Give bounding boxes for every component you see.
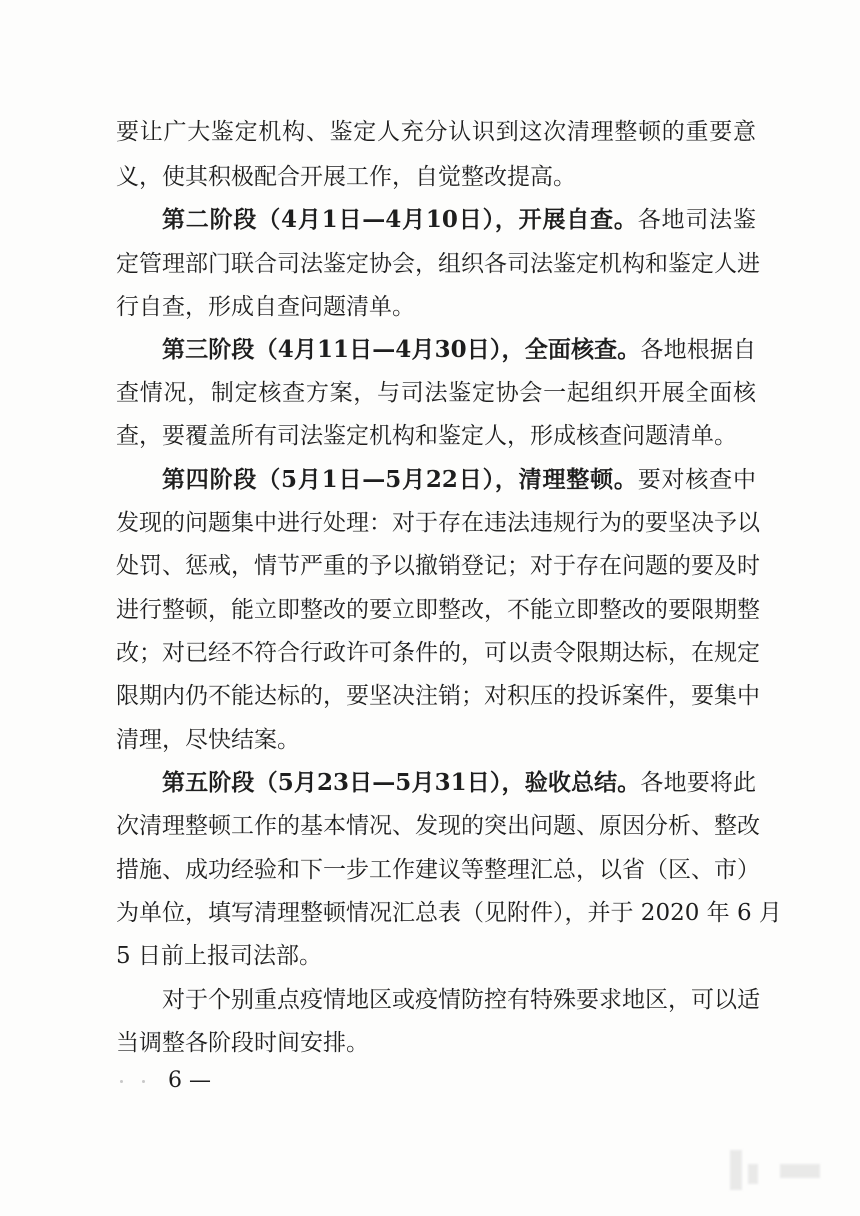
stage-4-line-6: 限期内仍不能达标的，要坚决注销；对积压的投诉案件，要集中 <box>116 683 760 709</box>
stage-5-first-line <box>162 766 756 800</box>
stage-2-heading: 第二阶段（4月1日—4月10日），开展自查。 <box>162 206 638 233</box>
stage-5-line-5: 5 日前上报司法部。 <box>116 943 322 969</box>
stage-3-heading: 第三阶段（4月11日—4月30日），全面核查。 <box>162 336 641 363</box>
blurred-watermark-mark <box>780 1164 820 1178</box>
stage-5-line-2: 次清理整顿工作的基本情况、发现的突出问题、原因分析、整改 <box>116 813 760 839</box>
stage-3-line-3: 查，要覆盖所有司法鉴定机构和鉴定人，形成核查问题清单。 <box>116 423 737 449</box>
stage-3-first-line <box>162 333 756 367</box>
stage-4-line-7: 清理，尽快结案。 <box>116 727 300 753</box>
scan-speck <box>120 1080 123 1083</box>
stage-5-first-line-rest: 各地要将此 <box>640 770 756 796</box>
stage-2-first-line-rest: 各地司法鉴 <box>637 207 756 233</box>
page-number: 6 — <box>168 1068 211 1093</box>
stage-4-heading: 第四阶段（5月1日—5月22日），清理整顿。 <box>162 466 638 493</box>
scan-speck <box>142 1080 145 1083</box>
stage-4-line-4: 进行整顿，能立即整改的要立即整改，不能立即整改的要限期整 <box>116 597 760 623</box>
blurred-watermark-mark <box>730 1150 742 1190</box>
stage-4-first-line <box>162 463 756 497</box>
stage-3-first-line-rest: 各地根据自 <box>640 337 756 363</box>
stage-4-first-line-rest: 要对核查中 <box>637 467 756 493</box>
blurred-watermark-mark <box>748 1164 758 1184</box>
stage-5-line-4: 为单位，填写清理整顿情况汇总表（见附件），并于 2020 年 6 月 <box>116 900 782 926</box>
stage-5-heading: 第五阶段（5月23日—5月31日），验收总结。 <box>162 769 641 796</box>
stage-4-line-5: 改；对已经不符合行政许可条件的，可以责令限期达标，在规定 <box>116 640 760 666</box>
paragraph-1-line-2: 义，使其积极配合开展工作，自觉整改提高。 <box>116 164 576 190</box>
stage-4-line-3: 处罚、惩戒，情节严重的予以撤销登记；对于存在问题的要及时 <box>116 553 760 579</box>
closing-paragraph-line-2: 当调整各阶段时间安排。 <box>116 1030 369 1056</box>
stage-2-line-2: 定管理部门联合司法鉴定协会，组织各司法鉴定机构和鉴定人进 <box>116 251 760 277</box>
closing-paragraph-line-1: 对于个别重点疫情地区或疫情防控有特殊要求地区，可以适 <box>162 987 760 1013</box>
stage-3-line-2: 查情况，制定核查方案，与司法鉴定协会一起组织开展全面核 <box>116 380 756 406</box>
stage-2-line-3: 行自查，形成自查问题清单。 <box>116 294 415 320</box>
stage-5-line-3: 措施、成功经验和下一步工作建议等整理汇总，以省（区、市） <box>116 857 760 883</box>
stage-2-first-line <box>162 203 756 237</box>
paragraph-1-line-1: 要让广大鉴定机构、鉴定人充分认识到这次清理整顿的重要意 <box>116 119 756 145</box>
stage-4-line-2: 发现的问题集中进行处理：对于存在违法违规行为的要坚决予以 <box>116 510 760 536</box>
